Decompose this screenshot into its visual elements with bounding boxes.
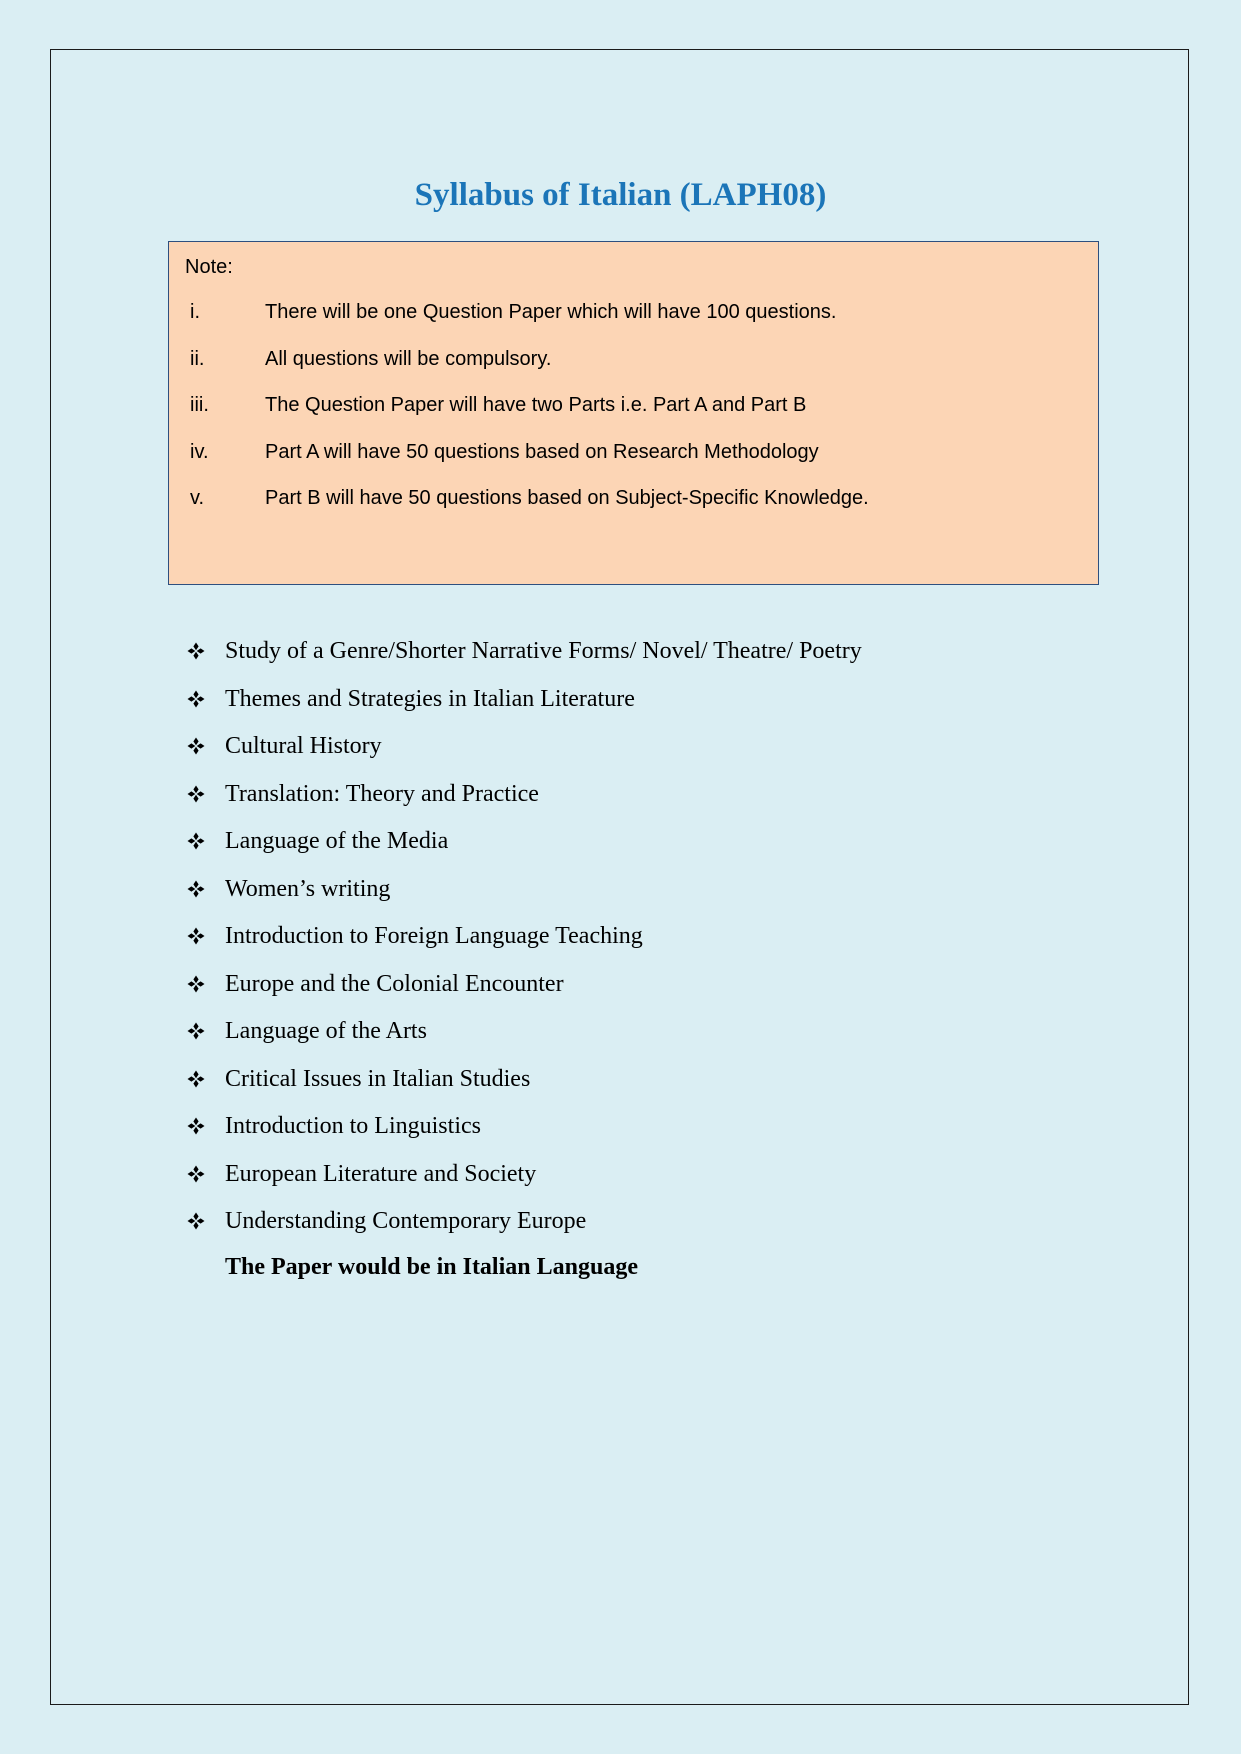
topic-text: Study of a Genre/Shorter Narrative Forms/ Novel/ Theatre/ Poetry (225, 638, 862, 664)
four-diamond-bullet-icon (187, 776, 207, 812)
note-item-text: Part A will have 50 questions based on Research Methodology (265, 440, 819, 463)
note-box (168, 241, 1099, 585)
note-label: Note: (185, 256, 233, 278)
four-diamond-bullet-icon (187, 1013, 207, 1049)
four-diamond-bullet-icon (187, 1203, 207, 1239)
topic-text: Europe and the Colonial Encounter (225, 970, 564, 997)
topic-text: Women’s writing (225, 875, 391, 902)
note-item-number: v. (190, 487, 205, 509)
note-item-text: Part B will have 50 questions based on Subject-Specific Knowledge. (265, 487, 869, 509)
topic-text: Cultural History (225, 733, 382, 759)
note-item-number: ii. (190, 347, 205, 370)
note-item-text: The Question Paper will have two Parts i.e. Part A and Part B (265, 394, 807, 416)
note-item-text: There will be one Question Paper which will have 100 questions. (265, 301, 837, 323)
topic-text: Themes and Strategies in Italian Literature (225, 685, 635, 712)
language-note: The Paper would be in Italian Language (225, 1254, 638, 1280)
four-diamond-bullet-icon (187, 1108, 207, 1144)
four-diamond-bullet-icon (187, 823, 207, 859)
note-item-number: iv. (190, 440, 209, 463)
note-item-number: i. (190, 301, 200, 323)
topic-text: Critical Issues in Italian Studies (225, 1065, 531, 1092)
page-title: Syllabus of Italian (LAPH08) (414, 177, 827, 213)
note-item-number: iii. (190, 394, 209, 416)
topic-text: Translation: Theory and Practice (225, 780, 539, 807)
topic-text: Understanding Contemporary Europe (225, 1208, 587, 1234)
four-diamond-bullet-icon (187, 1061, 207, 1097)
topic-text: Language of the Media (225, 828, 449, 854)
four-diamond-bullet-icon (187, 918, 207, 954)
four-diamond-bullet-icon (187, 633, 207, 669)
four-diamond-bullet-icon (187, 1156, 207, 1192)
four-diamond-bullet-icon (187, 871, 207, 907)
topic-text: Language of the Arts (225, 1018, 427, 1044)
topic-text: Introduction to Foreign Language Teaching (225, 923, 643, 949)
four-diamond-bullet-icon (187, 681, 207, 717)
topic-text: European Literature and Society (225, 1160, 537, 1187)
four-diamond-bullet-icon (187, 966, 207, 1002)
topic-text: Introduction to Linguistics (225, 1113, 481, 1139)
four-diamond-bullet-icon (187, 728, 207, 764)
note-item-text: All questions will be compulsory. (265, 347, 552, 370)
